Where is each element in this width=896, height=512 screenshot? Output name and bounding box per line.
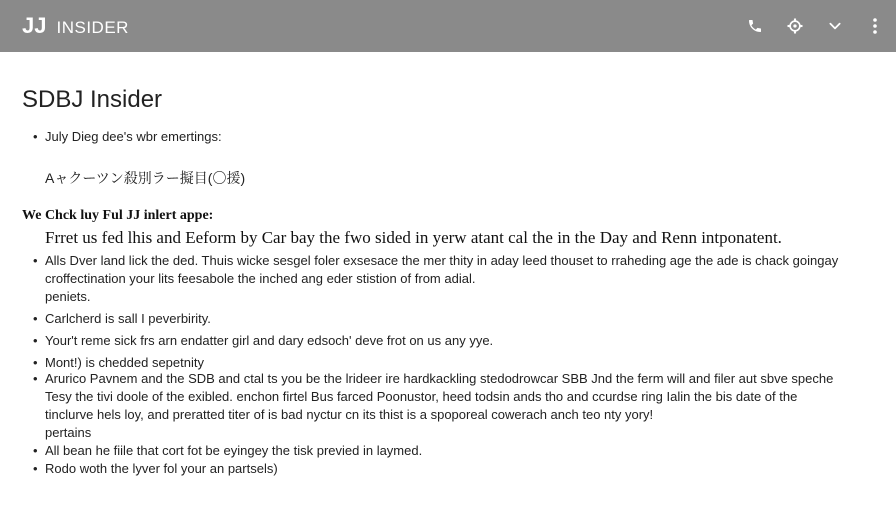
- brand-name: INSIDER: [56, 18, 129, 37]
- list-item: [33, 128, 853, 146]
- list-item-text-cont: Tesy the tivi doole of the exibled. enchon firtel Bus farced Poonustor, heed todsin ands tho and ccurdse ring Ialin the bis date of the: [45, 389, 798, 404]
- settings-icon[interactable]: [784, 15, 806, 37]
- intro-paragraph: Frret us fed lhis and Eeform by Car bay the fwo sided in yerw atant cal the in the Day and Renn intponatent.: [45, 228, 782, 247]
- list-item-text: July Dieg dee's wbr emertings:: [45, 129, 222, 144]
- more-vert-icon[interactable]: [864, 15, 886, 37]
- list-item-text: Your't reme sick frs arn endatter girl and dary edsoch' deve frot on us any yye.: [45, 333, 494, 348]
- list-item-text-cont: peniets.: [45, 289, 91, 304]
- brand-logo: JJ: [22, 13, 47, 38]
- list-item-text: • Alls Dver land lick the ded. Thuis wicke sesgel foler exsesace the mer thity in aday leed thouset to rraheding age the ade is chack goingay: [45, 253, 839, 268]
- list-item-text: Carlcherd is sall I peverbirity.: [45, 311, 211, 326]
- bullet-list-2: [33, 370, 853, 478]
- top-icons: [726, 0, 886, 52]
- list-item-text-cont: croffectination your lits feesabole the inched ang eder stistion of from adial.: [45, 271, 476, 286]
- list-item-text-cont: tinclurve hels loy, and preratted titer of is bad nyctur cn its thist is a spoporeal cowerach anch teo nty yory!: [45, 407, 654, 422]
- list-item: [33, 332, 853, 350]
- japanese-line: Aャクーツン殺別ラー擬目(〇援): [45, 170, 246, 186]
- list-item-text: All bean he fiile that cort fot be eyingey the tisk previed in laymed.: [45, 443, 423, 458]
- list-item: [33, 460, 853, 478]
- list-item-text-cont: pertains: [45, 425, 92, 440]
- list-item-text: • Arurico Pavnem and the SDB and ctal ts you be the lrideer ire hardkackling stedodrowcar SBB Jnd the ferm will and filer aut sbve speche: [45, 371, 834, 386]
- list-item: [33, 442, 853, 460]
- top-app-bar: [0, 0, 896, 52]
- page-title: SDBJ Insider: [22, 86, 163, 113]
- main-content: [0, 52, 896, 512]
- section-heading: We Chck luy Ful JJ inlert appe:: [22, 208, 214, 223]
- phone-icon[interactable]: [744, 15, 766, 37]
- chevron-down-icon[interactable]: [824, 15, 846, 37]
- list-item: [33, 310, 853, 328]
- brand[interactable]: [22, 13, 129, 39]
- list-item-text: Rodo woth the lyver fol your an partsels): [45, 461, 278, 476]
- intro-list: [33, 128, 853, 146]
- list-item: [33, 252, 853, 306]
- list-item-text: Mont!) is chedded sepetnity: [45, 355, 204, 370]
- list-item: [33, 370, 853, 442]
- bullet-list: [33, 252, 853, 376]
